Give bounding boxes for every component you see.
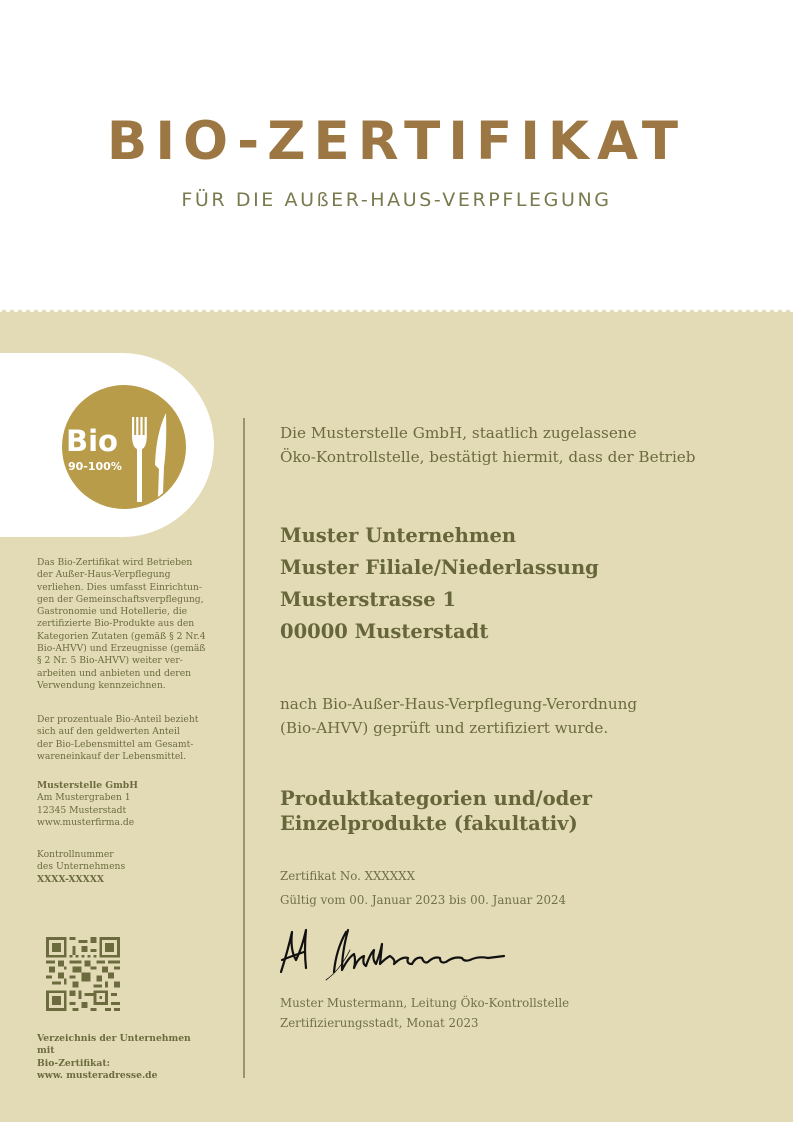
validity-period: Gültig vom 00. Januar 2023 bis 00. Januar 2024 — [280, 893, 567, 907]
certificate-details — [280, 864, 566, 912]
certificate-title: BIO-ZERTIFIKAT — [106, 111, 687, 172]
sidebar-description: Das Bio-Zertifikat wird Betrieben der Außer-Haus-Verpflegung verliehen. Dies umfasst Einrichtun- gen der Gemeinschaftsverpflegung, Gastronomie und Hotellerie, die zertifizierte Bio-Produkte aus den Kategorien Zutaten (gemäß § 2 Nr.4 Bio-AHVV) und Erzeugnisse (gemäß § 2 Nr. 5 Bio-AHVV) weiter ver- arbeiten und anbieten und deren Verwendung kennzeichnen. — [37, 557, 206, 691]
signer-name: Muster Mustermann, Leitung Öko-Kontrollstelle — [280, 996, 570, 1010]
company-city: 00000 Musterstadt — [280, 620, 489, 643]
bio-logo-label: Bio — [66, 424, 118, 458]
control-number: XXXX-XXXXX — [37, 873, 104, 885]
authority-name: Musterstelle GmbH — [37, 780, 138, 791]
vertical-divider — [243, 418, 245, 1078]
company-name: Muster Unternehmen — [280, 524, 517, 547]
scalloped-edge — [0, 308, 793, 318]
authority-street: Am Mustergraben 1 — [37, 792, 131, 804]
place-and-date: Zertifizierungsstadt, Monat 2023 — [280, 1015, 479, 1030]
regulation-text: nach Bio-Außer-Haus-Verpflegung-Verordnung (Bio-AHVV) geprüft und zertifiziert wurde. — [280, 695, 638, 737]
product-categories-heading: Produktkategorien und/oder Einzelprodukte (fakultativ) — [280, 787, 592, 835]
certificate-subtitle: FÜR DIE AUßER-HAUS-VERPFLEGUNG — [181, 189, 612, 211]
qr-code[interactable] — [46, 937, 120, 1011]
sidebar-authority-address — [37, 780, 207, 829]
signature-image — [278, 920, 518, 982]
authority-city: 12345 Musterstadt — [37, 804, 127, 816]
intro-text: Die Musterstelle GmbH, staatlich zugelassene Öko-Kontrollstelle, bestätigt hiermit, dass der Betrieb — [280, 424, 696, 466]
sidebar-percentage-note: Der prozentuale Bio-Anteil bezieht sich auf den geldwerten Anteil der Bio-Lebensmittel am Gesamt- wareneinkauf der Lebensmittel. — [37, 714, 199, 762]
sidebar-directory: Verzeichnis der Unternehmen mit Bio-Zertifikat: www. musteradresse.de — [37, 1033, 191, 1081]
directory-url[interactable]: www. musteradresse.de — [37, 1069, 158, 1081]
bio-logo — [62, 385, 186, 509]
sidebar-control-number: Kontrollnummer des Unternehmens XXXX-XXXXX — [37, 849, 126, 885]
signer-info — [280, 994, 569, 1033]
bio-logo-percentage: 90-100% — [68, 460, 122, 473]
company-address — [280, 520, 599, 648]
certificate-header — [0, 0, 793, 314]
authority-website: www.musterfirma.de — [37, 816, 135, 828]
certificate-number: Zertifikat No. XXXXXX — [280, 869, 415, 883]
company-branch: Muster Filiale/Niederlassung — [280, 556, 599, 579]
company-street: Musterstrasse 1 — [280, 588, 457, 611]
